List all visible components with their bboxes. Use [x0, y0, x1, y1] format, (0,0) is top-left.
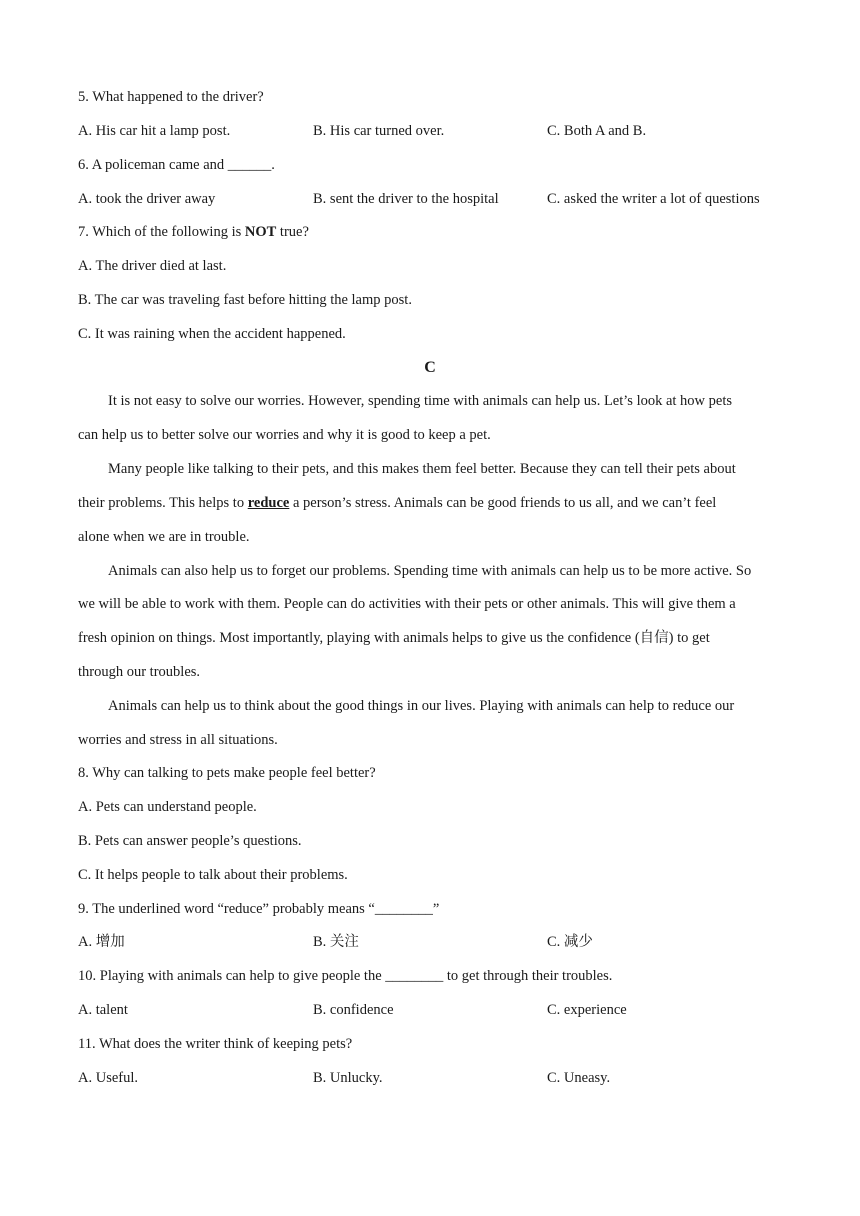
- q7-text-bold: NOT: [244, 224, 277, 240]
- q7-option-a: A. The driver died at last.: [78, 258, 227, 274]
- section-heading: C: [424, 359, 436, 376]
- q7-option-b: B. The car was traveling fast before hitting the lamp post.: [78, 292, 412, 308]
- question-11: 11. What does the writer think of keeping pets?: [78, 1036, 353, 1052]
- q6-option-b: B. sent the driver to the hospital: [313, 191, 499, 207]
- q7-option-c: C. It was raining when the accident happened.: [78, 326, 346, 342]
- q10-option-a: A. talent: [78, 1002, 128, 1018]
- q9-option-a: A. 增加: [78, 934, 125, 950]
- q11-option-c: C. Uneasy.: [547, 1070, 611, 1086]
- q11-option-a: A. Useful.: [78, 1070, 139, 1086]
- passage-line: through our troubles.: [78, 664, 201, 680]
- q11-option-b: B. Unlucky.: [313, 1070, 383, 1086]
- question-5: 5. What happened to the driver?: [78, 89, 264, 105]
- q8-option-c: C. It helps people to talk about their problems.: [78, 867, 348, 883]
- q6-option-c: C. asked the writer a lot of questions: [547, 191, 760, 207]
- question-10: 10. Playing with animals can help to give people the ________ to get through their troubles.: [78, 968, 613, 984]
- passage-line: Animals can also help us to forget our problems. Spending time with animals can help us to be more active. So: [108, 563, 752, 579]
- question-9: 9. The underlined word “reduce” probably means “________”: [78, 901, 440, 917]
- passage-line: can help us to better solve our worries and why it is good to keep a pet.: [78, 427, 491, 443]
- q8-option-b: B. Pets can answer people’s questions.: [78, 833, 302, 849]
- q8-option-a: A. Pets can understand people.: [78, 799, 257, 815]
- q9-option-b: B. 关注: [313, 934, 359, 950]
- q5-option-b: B. His car turned over.: [313, 123, 445, 139]
- underlined-word-reduce: reduce: [247, 495, 290, 511]
- q7-text-pre: 7. Which of the following is: [78, 224, 245, 240]
- q7-text-post: true?: [276, 224, 309, 240]
- passage-line: alone when we are in trouble.: [78, 529, 250, 545]
- passage-line: we will be able to work with them. People can do activities with their pets or other animals. This will give them a: [78, 596, 736, 612]
- passage-line: Many people like talking to their pets, and this makes them feel better. Because they can tell their pets about: [108, 461, 736, 477]
- passage-line: It is not easy to solve our worries. However, spending time with animals can help us. Let’s look at how pets: [108, 393, 733, 409]
- q6-option-a: A. took the driver away: [78, 191, 216, 207]
- passage-text: their problems. This helps to: [78, 495, 248, 511]
- q5-option-a: A. His car hit a lamp post.: [78, 123, 231, 139]
- passage-line: [78, 494, 716, 512]
- q10-option-b: B. confidence: [313, 1002, 394, 1018]
- q9-option-c: C. 减少: [547, 934, 593, 950]
- passage-text: a person’s stress. Animals can be good friends to us all, and we can’t feel: [289, 495, 717, 511]
- question-8: 8. Why can talking to pets make people feel better?: [78, 765, 376, 781]
- passage-line: worries and stress in all situations.: [78, 732, 278, 748]
- passage-line: fresh opinion on things. Most importantly, playing with animals helps to give us the confidence (自信) to get: [78, 630, 710, 646]
- q10-option-c: C. experience: [547, 1002, 627, 1018]
- passage-line: Animals can help us to think about the good things in our lives. Playing with animals can help to reduce our: [108, 698, 735, 714]
- q5-option-c: C. Both A and B.: [547, 123, 647, 139]
- question-7: [78, 223, 309, 241]
- question-6: 6. A policeman came and ______.: [78, 157, 275, 173]
